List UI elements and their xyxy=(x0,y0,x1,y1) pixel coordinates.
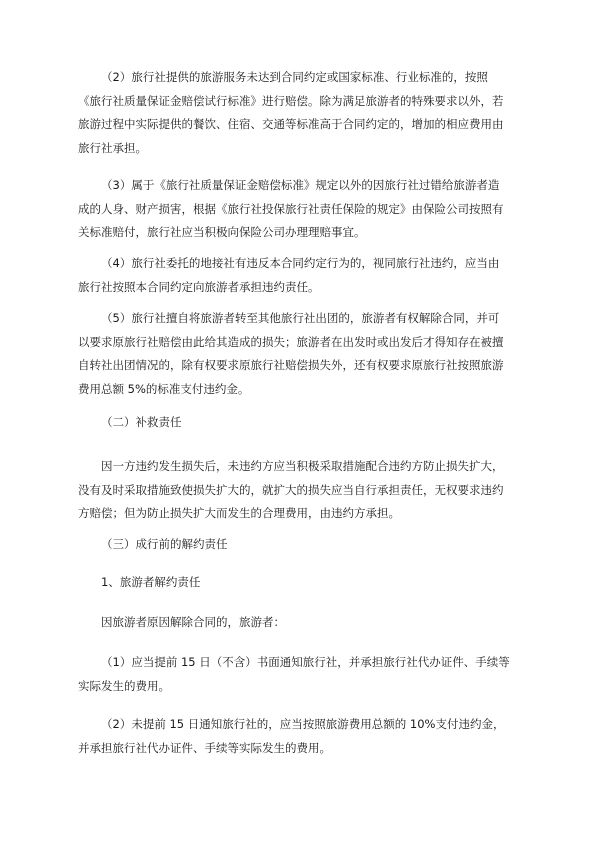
text-line: 并承担旅行社代办证件、手续等实际发生的费用。 xyxy=(78,740,331,755)
text-line: 关标准赔付，旅行社应当积极向保险公司办理理赔事宜。 xyxy=(78,225,366,239)
text-line: 因一方违约发生损失后，未违约方应当积极采取措施配合违约方防止损失扩大， xyxy=(101,459,504,473)
paragraph-compensation-standard xyxy=(78,66,523,160)
text-line: （5）旅行社擅自将旅游者转至其他旅行社出团的，旅游者有权解除合同，并可 xyxy=(101,311,500,325)
text-line: 费用总额 5%的标准支付违约金。 xyxy=(78,381,250,396)
text-line: 旅游过程中实际提供的餐饮、住宿、交通等标准高于合同约定的，增加的相应费用由 xyxy=(78,117,504,131)
text-line: 旅行社承担。 xyxy=(78,140,147,155)
section-heading-remedy xyxy=(78,411,523,435)
text-line: 成的人身、财产损害，根据《旅行社投保旅行社责任保险的规定》由保险公司按照有 xyxy=(78,201,504,216)
paragraph-no-notice-penalty xyxy=(78,713,523,760)
paragraph-insurance-compensation xyxy=(78,174,523,245)
paragraph-local-agency-breach xyxy=(78,252,523,299)
paragraph-remedy-liability xyxy=(78,455,523,526)
subheading-tourist-termination xyxy=(78,571,523,595)
paragraph-advance-notice xyxy=(78,651,523,698)
text-line: 方赔偿；但为防止损失扩大而发生的合理费用，由违约方承担。 xyxy=(78,506,400,520)
heading-text: 1、旅游者解约责任 xyxy=(101,575,201,589)
text-line: 因旅游者原因解除合同的，旅游者： xyxy=(101,615,285,629)
text-line: 《旅行社质量保证金赔偿试行标准》进行赔偿。除为满足旅游者的特殊要求以外，若 xyxy=(78,93,504,108)
text-line: 实际发生的费用。 xyxy=(78,678,170,693)
text-line: 没有及时采取措施致使损失扩大的，就扩大的损失应当自行承担责任，无权要求违约 xyxy=(78,482,504,497)
text-line: 自转社出团情况的，除有权要求原旅行社赔偿损失外，还有权要求原旅行社按照旅游 xyxy=(78,358,504,372)
text-line: （3）属于《旅行社质量保证金赔偿标准》规定以外的因旅行社过错给旅游者造 xyxy=(101,178,500,192)
text-line: （2）旅行社提供的旅游服务未达到合同约定或国家标准、行业标准的，按照 xyxy=(101,70,488,84)
heading-text: （二）补救责任 xyxy=(101,415,182,429)
paragraph-transfer-breach xyxy=(78,307,523,401)
text-line: （4）旅行社委托的地接社有违反本合同约定行为的，视同旅行社违约，应当由 xyxy=(101,256,500,270)
text-line: （1）应当提前 15 日（不含）书面通知旅行社，并承担旅行社代办证件、手续等 xyxy=(101,655,510,669)
section-heading-pre-departure xyxy=(78,533,523,557)
heading-text: （三）成行前的解约责任 xyxy=(101,537,228,551)
text-line: （2）未提前 15 日通知旅行社的，应当按照旅游费用总额的 10%支付违约金， xyxy=(101,717,505,731)
text-line: 旅行社按照本合同约定向旅游者承担违约责任。 xyxy=(78,279,320,294)
text-line: 以要求原旅行社赔偿由此给其造成的损失；旅游者在出发时或出发后才得知存在被擅 xyxy=(78,334,504,349)
paragraph-tourist-reason xyxy=(78,611,523,635)
